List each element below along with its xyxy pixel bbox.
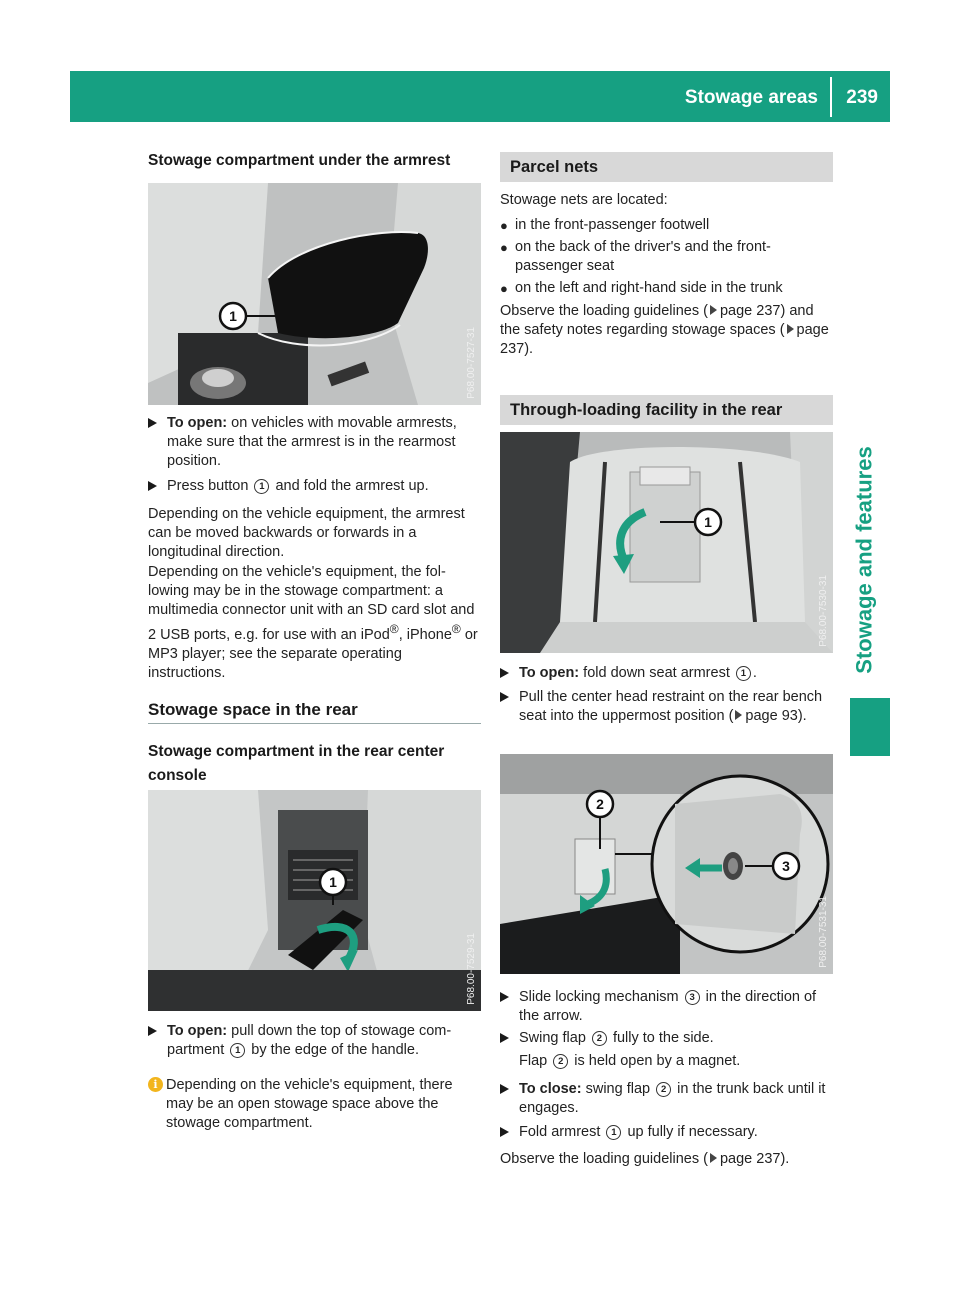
para-text: Observe the loading guidelines ( [500,303,708,319]
step-text: Slide locking mechanism [519,989,683,1005]
para-multimedia [148,563,482,683]
callout-ref: 3 [685,990,700,1005]
step-arrow-icon [500,692,509,702]
callout-ref: 1 [230,1043,245,1058]
callout-1: 1 [329,874,337,890]
para-text: is held open by a magnet. [570,1053,741,1069]
callout-ref: 2 [592,1031,607,1046]
para-flap-magnet [519,1052,834,1071]
step-slide-lock [500,988,834,1026]
rear-console-illustration [148,790,481,1011]
step-arrow-icon [148,418,157,428]
page-number: 239 [846,87,878,108]
step-label: To close: [519,1081,582,1097]
callout-2: 2 [596,796,604,812]
step-text: pull down the top of stowage compartment [167,1023,452,1058]
heading-rear-space: Stowage space in the rear [148,700,358,719]
info-icon: i [148,1077,163,1092]
figure-code: P68.00-7530-31 [818,575,829,647]
step-text: Pull the center head restraint on the rear bench seat into the uppermost position ( [519,689,823,724]
page-ref-link[interactable]: page 237). [719,1151,790,1167]
side-tab-marker [850,698,890,756]
parcel-observe [500,302,834,359]
step-fold-armrest [500,664,834,683]
parcel-intro: Stowage nets are located: [500,192,668,208]
step-label: To open: [167,1023,228,1039]
step-label: To open: [519,665,580,681]
heading-armrest: Stowage compartment under the armrest [148,152,451,169]
page-ref-icon [710,305,717,315]
step-arrow-icon [148,481,157,491]
figure-rear-console [148,790,481,1011]
step-text: . [752,665,757,681]
heading-through-loading: Through-loading facility in the rear [500,395,833,425]
step-press-button [148,477,482,496]
callout-ref: 1 [736,666,751,681]
rear-seat-illustration [500,432,833,653]
step-arrow-icon [500,668,509,678]
step-close-flap [500,1080,834,1118]
bullet-icon: ● [500,281,508,296]
callout-ref: 1 [254,479,269,494]
step-text: in the trunk back until it engages. [519,1081,826,1116]
heading-rule [148,723,481,724]
bullet-item [500,238,835,276]
step-arrow-icon [500,1127,509,1137]
step-swing-flap [500,1029,834,1048]
heading-rear-center: Stowage compartment in the rear center console [148,743,445,784]
figure-trunk-flap [500,754,833,974]
para-text: or MP3 player; see the separate operating instructions. [148,626,478,681]
trunk-flap-illustration [500,754,833,974]
bullet-icon: ● [500,240,508,255]
side-tab-label: Stowage and features [852,446,878,674]
step-text: in the direction of the arrow. [519,989,817,1024]
step-text: Swing flap [519,1030,590,1046]
para-text: Observe the loading guidelines ( [500,1151,708,1167]
step-head-restraint [500,688,834,726]
step-arrow-icon [500,1084,509,1094]
para-text: and the safety notes regarding stowage spaces ( [500,303,814,338]
step-text: up fully if necessary. [623,1124,758,1140]
page-ref-link[interactable]: page 93). [745,708,807,724]
para-text: Depending on the vehicle's equipment, the following may be in the stowage compartment: a multimedia connector unit with an SD card slot and 2 USB ports, e.g. for use with an iPod [148,564,475,643]
step-text: Press button [167,478,253,494]
registered-mark: ® [451,622,461,636]
step-text: fold down seat armrest [579,665,734,681]
figure-armrest [148,183,481,405]
figure-code: P68.00-7531-31 [818,896,829,968]
callout-1: 1 [229,308,237,324]
para-text: , iPhone [398,626,452,643]
info-text: Depending on the vehicle's equipment, there may be an open stowage space above the stowage compartment. [166,1077,453,1131]
figure-through-loading [500,432,833,653]
step-text: fully to the side. [608,1030,714,1046]
armrest-illustration [148,183,481,405]
para-armrest-move: Depending on the vehicle equipment, the armrest can be moved backwards or forwards in a longitudinal direction. [148,506,465,560]
step-text: by the edge of the handle. [247,1042,419,1058]
page-header [70,71,890,122]
bullet-item [500,216,835,235]
step-open-console [148,1022,482,1060]
step-text: on vehicles with movable armrests, make sure that the armrest is in the rearmost position. [167,415,457,469]
step-text: Fold armrest [519,1124,605,1140]
side-tab [845,445,885,675]
para-text: Flap [519,1053,552,1069]
step-text: swing flap [581,1081,655,1097]
figure-code: P68.00-7527-31 [466,327,477,399]
step-open-armrest [148,414,482,471]
callout-3: 3 [782,858,790,874]
step-text: and fold the armrest up. [271,478,429,494]
header-divider [830,77,832,117]
step-arrow-icon [148,1026,157,1036]
info-note [148,1076,482,1133]
page-ref-link[interactable]: page 237) [719,303,786,319]
step-fold-armrest-up [500,1123,834,1142]
bullet-text: on the back of the driver's and the front-passenger seat [515,239,771,274]
heading-parcel-nets: Parcel nets [500,152,833,182]
para-final-observe [500,1150,834,1169]
bullet-icon: ● [500,218,508,233]
figure-code: P68.00-7529-31 [466,933,477,1005]
step-label: To open: [167,415,228,431]
page-ref-link[interactable]: page 237). [500,322,829,357]
page-ref-icon [710,1153,717,1163]
registered-mark: ® [389,622,399,636]
section-title: Stowage areas [684,87,818,108]
bullet-text: on the left and right-hand side in the trunk [515,280,783,296]
step-arrow-icon [500,992,509,1002]
bullet-item [500,279,835,298]
page-ref-icon [787,324,794,334]
callout-1: 1 [704,514,712,530]
callout-ref: 2 [656,1082,671,1097]
page-ref-icon [735,710,742,720]
callout-ref: 2 [553,1054,568,1069]
bullet-text: in the front-passenger footwell [515,217,710,233]
callout-ref: 1 [606,1125,621,1140]
step-arrow-icon [500,1033,509,1043]
